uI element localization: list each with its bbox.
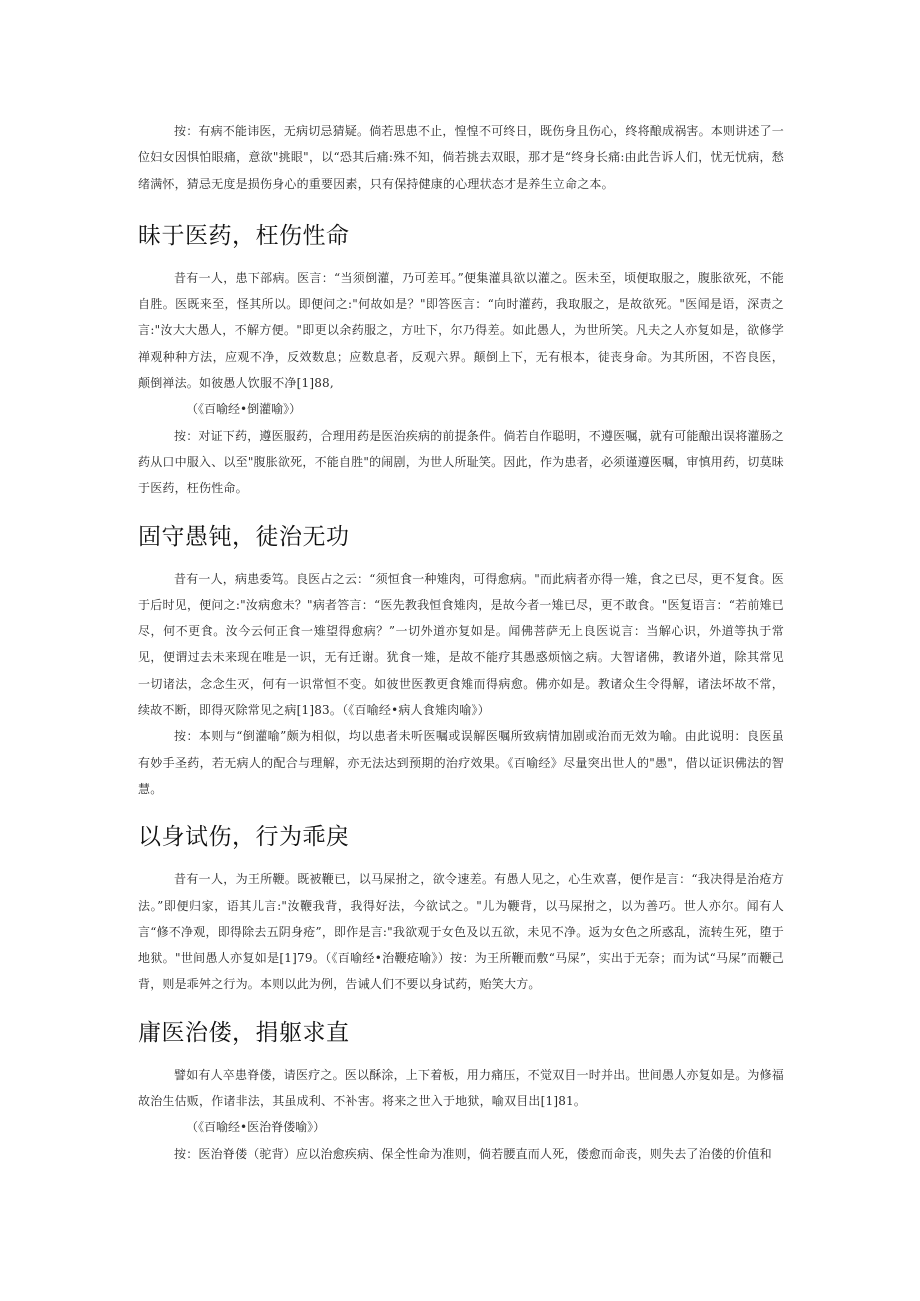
section-4-body: 譬如有人卒患脊偻，请医疗之。医以酥涂，上下着板，用力痛压，不觉双目一时并出。世间愚人亦复如是。为修福故治生估贩，作诸非法，其虽成利、不补害。将来之世入于地狱，喻双目出[1]81。 — [138, 1067, 785, 1109]
section-2-body: 昔有一人，病患委笃。良医占之云：“须恒食一种雉肉，可得愈病。"而此病者亦得一雉，食之已尽，更不复食。医于后时见，便问之:"汝病愈未？"病者答言：“医先教我恒食雉肉，是故今者一雉已尽，更不敢食。"医复语言：“若前雉已尽，何不更食。汝今云何正食一雉望得愈病？”一切外道亦复如是。闻佛菩萨无上良医说言：当解心识，外道等执于常见，便谓过去未来现在唯是一识，无有迁谢。犹食一雉，是故不能疗其愚惑烦恼之病。大智诸佛，教诸外道，除其常见一切诸法，念念生灭，何有一识常恒不变。如彼世医教更食雉而得病愈。佛亦如是。教诸众生令得解，诸法坏故不常，续故不断，即得灭除常见之病[1]83。（《百喻经•病人食雉肉喻》） — [138, 571, 784, 718]
section-4-source: （《百喻经•医治脊偻喻》） — [186, 1120, 326, 1135]
section-3-body: 昔有一人，为王所鞭。既被鞭已，以马屎拊之，欲令速差。有愚人见之，心生欢喜，便作是言：“我决得是治疮方法。”即便归家，语其儿言:"汝鞭我背，我得好法，今欲试之。"儿为鞭背，以马屎拊之，以为善巧。世人亦尔。闻有人言“修不净观，即得除去五阴身疮”，即作是言:"我欲观于女色及以五欲，未见不净。返为女色之所惑乱，流转生死，堕于地狱。"世间愚人亦复如是[1]79。（《百喻经•治鞭疮喻》）按：为王所鞭而敷“马屎”，实出于无奈；而为试“马屎”而鞭己背，则是乖舛之行为。本则以此为例，告诫人们不要以身试药，贻笑大方。 — [138, 872, 784, 992]
section-heading-3: 以身试伤，行为乖戾 — [138, 824, 350, 851]
document-page — [138, 118, 784, 1167]
section-1-source: （《百喻经•倒灌喻》） — [186, 402, 302, 417]
section-1-body: 昔有一人，患下部病。医言：“当须倒灌，乃可差耳。”便集灌具欲以灌之。医未至，顷便取服之，腹胀欲死，不能自胜。医既来至，怪其所以。即便问之:"何故如是？"即答医言：“向时灌药，我取服之，是故欲死。"医闻是语，深责之言:"汝大大愚人，不解方便。"即更以余药服之，方吐下，尔乃得差。如此愚人，为世所笑。凡夫之人亦复如是，欲修学禅观种种方法，应观不净，反效数息；应数息者，反观六界。颠倒上下，无有根本，徒丧身命。为其所困，不咨良医，颠倒禅法。如彼愚人饮服不净[1]88, — [138, 270, 784, 391]
intro-note-paragraph: 按：有病不能讳医，无病切忌猜疑。倘若思患不止，惶惶不可终日，既伤身且伤心，终将酿成祸害。本则讲述了一位妇女因惧怕眼痛，意欲"挑眼"，以“恐其后痛:殊不知，倘若挑去双眼，那才是“终身长痛:由此告诉人们，忧无忧病，愁绪满怀，猜忌无度是损伤身心的重要因素，只有保持健康的心理状态才是养生立命之本。 — [138, 124, 785, 191]
section-1-note: 按：对证下药，遵医服药，合理用药是医治疾病的前提条件。倘若自作聪明，不遵医嘱，就有可能酿出误将灌肠之药从口中服入、以至"腹胀欲死，不能自胜"的闹剧，为世人所耻笑。因此，作为患者，必须谨遵医嘱，审慎用药，切莫昧于医药，枉伤性命。 — [138, 428, 785, 496]
section-4-note: 按：医治脊偻（驼背）应以治愈疾病、保全性命为准则，倘若腰直而人死，偻愈而命丧，则失去了治偻的价值和 — [174, 1146, 772, 1161]
section-heading-1: 昧于医药，枉伤性命 — [138, 222, 350, 249]
section-heading-4: 庸医治偻，捐躯求直 — [138, 1019, 350, 1046]
section-heading-2: 固守愚钝，徒治无功 — [138, 523, 350, 550]
section-2-note: 按：本则与“倒灌喻”颇为相似，均以患者未听医嘱或误解医嘱所致病情加剧或治而无效为喻。由此说明：良医虽有妙手圣药，若无病人的配合与理解，亦无法达到预期的治疗效果。《百喻经》尽量突出世人的"愚"，借以证识佛法的智慧。 — [138, 729, 784, 796]
